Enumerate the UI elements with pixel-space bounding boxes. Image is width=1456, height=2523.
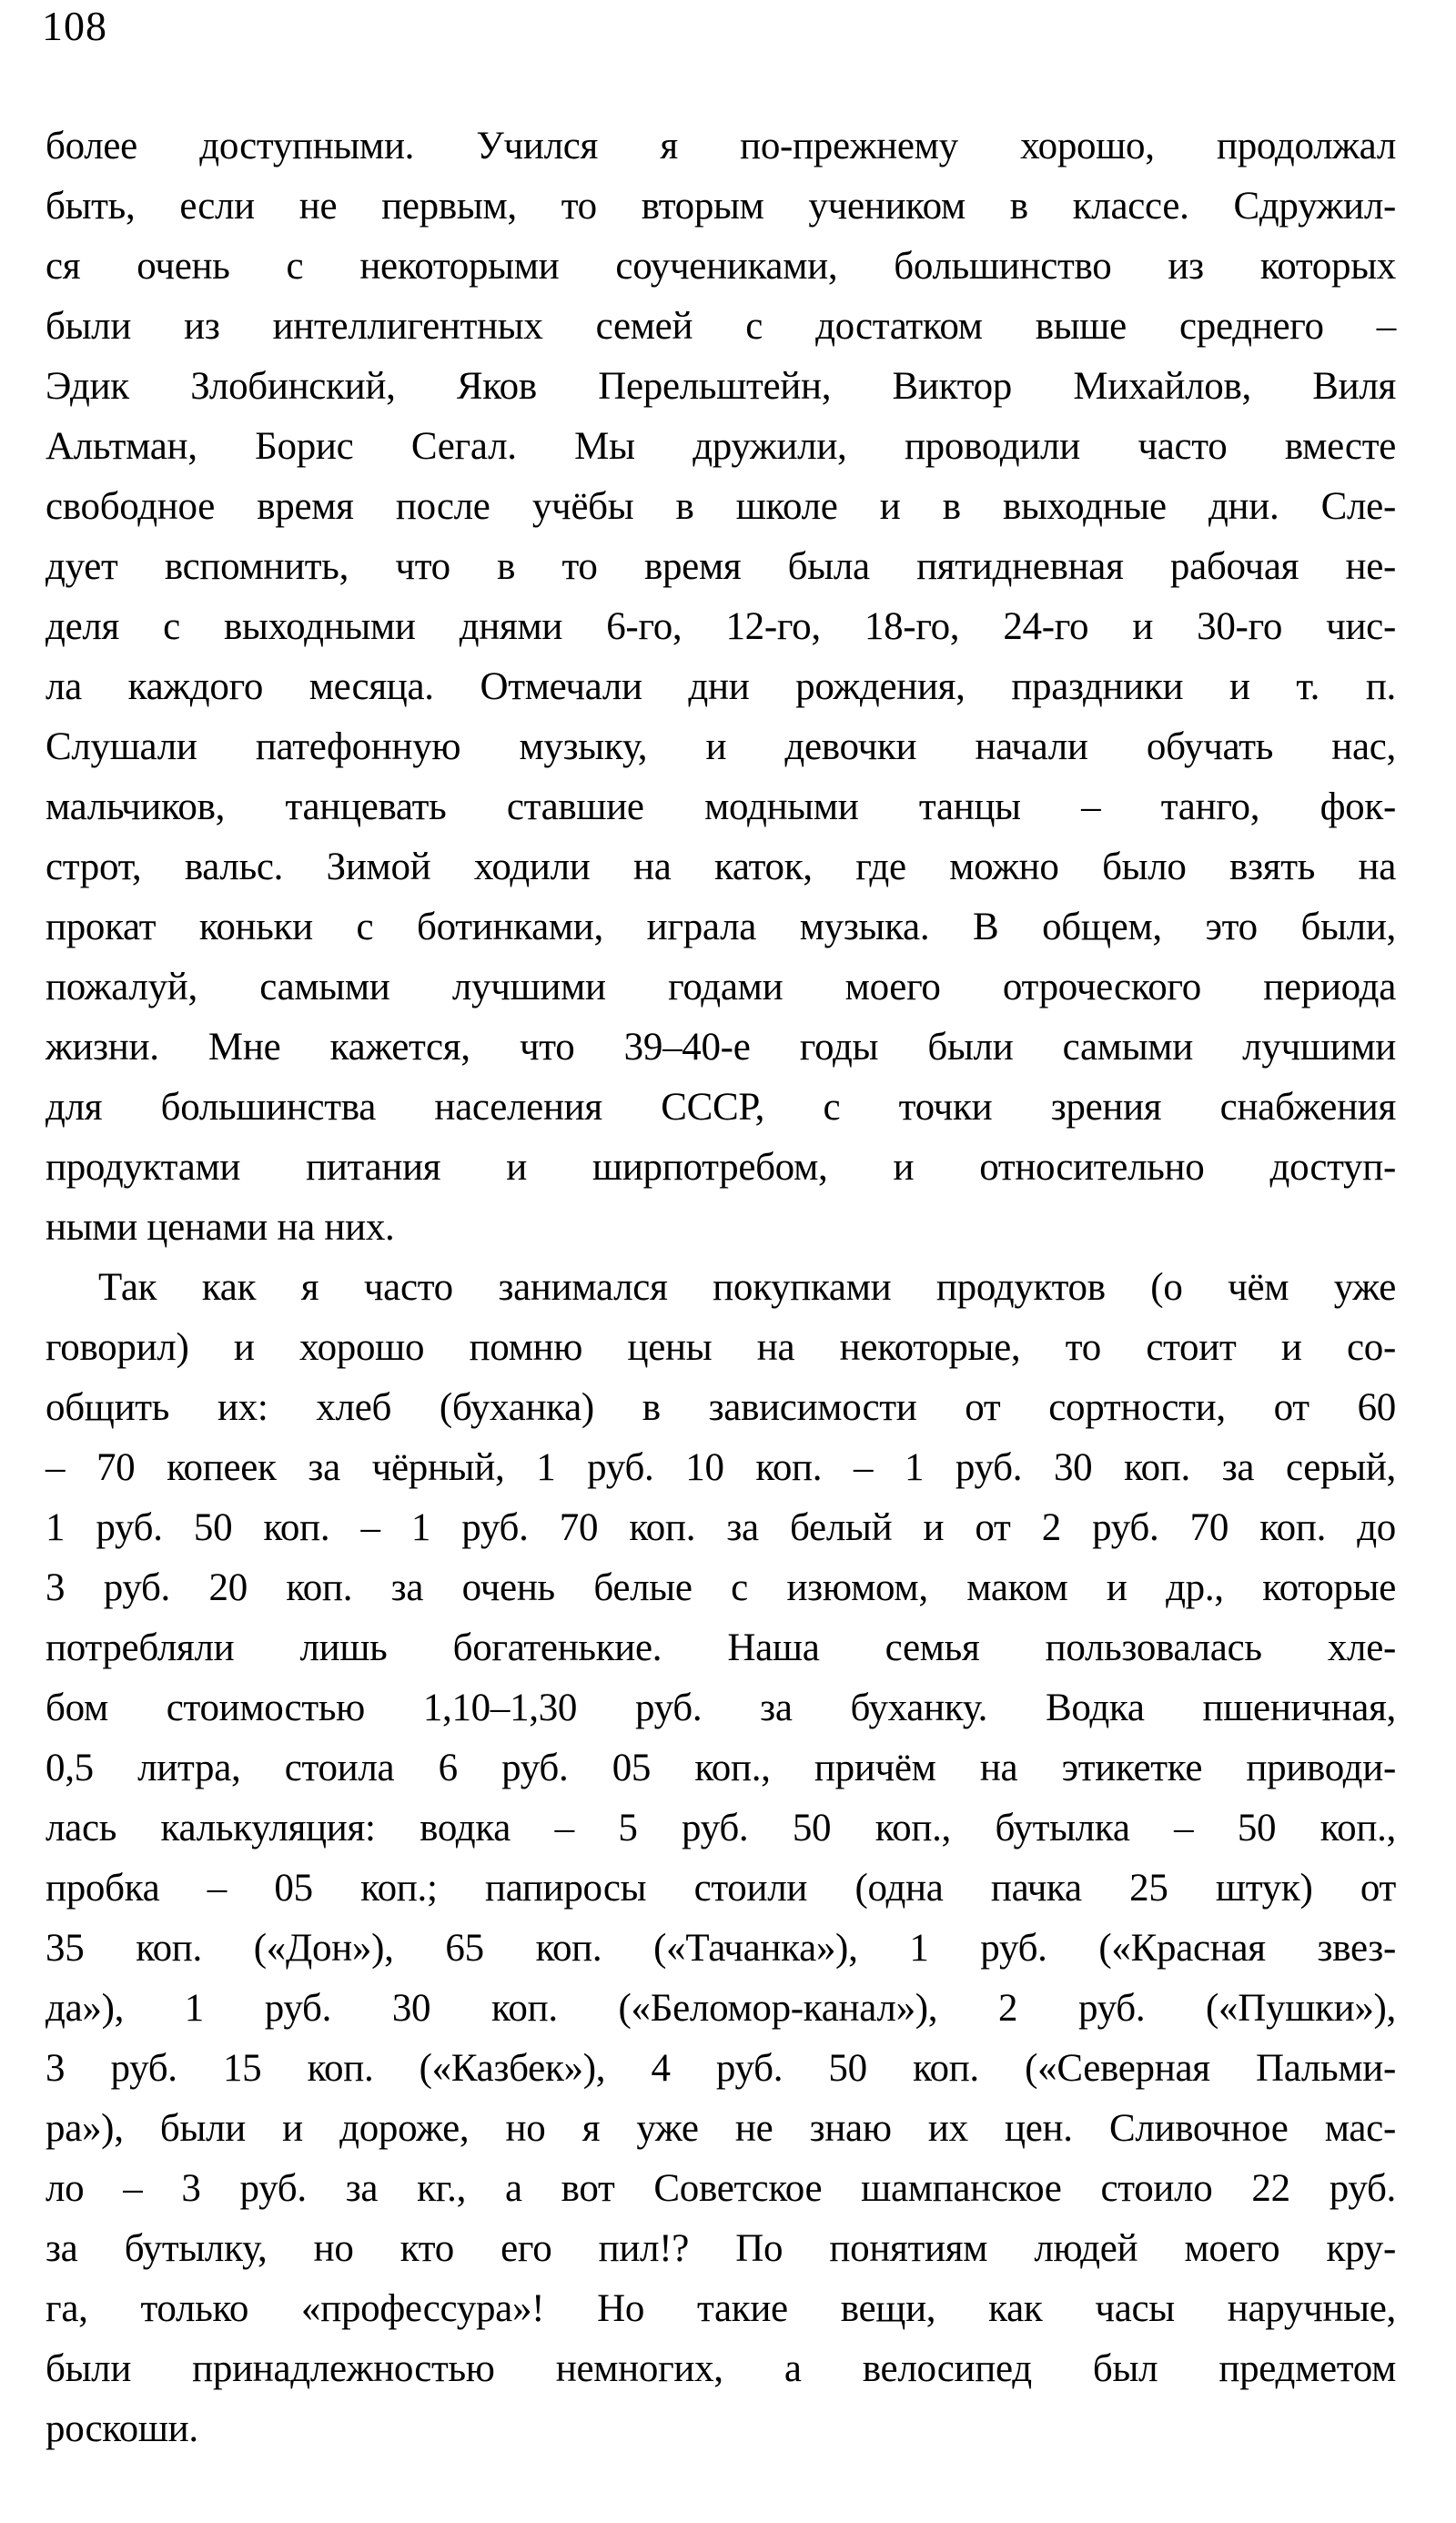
text-line: ла каждого месяца. Отмечали дни рождения, праздники и т. п.	[46, 665, 1396, 708]
text-line: за бутылку, но кто его пил!? По понятиям людей моего кру-	[46, 2227, 1396, 2270]
text-line: общить их: хлеб (буханка) в зависимости от сортности, от 60	[46, 1386, 1396, 1429]
text-line: ными ценами на них.	[46, 1206, 395, 1249]
text-line: Альтман, Борис Сегал. Мы дружили, проводили часто вместе	[46, 425, 1396, 468]
text-line: ся очень с некоторыми соучениками, большинство из которых	[46, 245, 1396, 288]
text-line: строт, вальс. Зимой ходили на каток, где можно было взять на	[46, 846, 1396, 888]
text-line: Эдик Злобинский, Яков Перельштейн, Виктор Михайлов, Виля	[46, 365, 1396, 408]
text-line: прокат коньки с ботинками, играла музыка. В общем, это были,	[46, 906, 1396, 948]
text-line: 35 коп. («Дон»), 65 коп. («Тачанка»), 1 руб. («Красная звез-	[46, 1927, 1396, 1970]
text-line: были принадлежностью немногих, а велосипед был предметом	[46, 2347, 1396, 2390]
text-line: га, только «профессура»! Но такие вещи, как часы наручные,	[46, 2287, 1396, 2330]
text-line: свободное время после учёбы в школе и в выходные дни. Сле-	[46, 485, 1396, 528]
text-line: потребляли лишь богатенькие. Наша семья пользовалась хле-	[46, 1626, 1396, 1669]
text-line: пожалуй, самыми лучшими годами моего отроческого периода	[46, 966, 1396, 1008]
text-line: жизни. Мне кажется, что 39–40-е годы были самыми лучшими	[46, 1026, 1396, 1069]
text-line: роскоши.	[46, 2407, 198, 2450]
text-line: дует вспомнить, что в то время была пятидневная рабочая не-	[46, 545, 1396, 588]
text-line: 3 руб. 15 коп. («Казбек»), 4 руб. 50 коп. («Северная Пальми-	[46, 2047, 1396, 2090]
text-line: да»), 1 руб. 30 коп. («Беломор-канал»), 2 руб. («Пушки»),	[46, 1987, 1396, 2030]
text-line: деля с выходными днями 6-го, 12-го, 18-го, 24-го и 30-го чис-	[46, 605, 1396, 648]
text-line: Слушали патефонную музыку, и девочки начали обучать нас,	[46, 725, 1396, 768]
page-number: 108	[42, 3, 107, 49]
text-line: быть, если не первым, то вторым учеником в классе. Сдружил-	[46, 185, 1396, 228]
text-line: Так как я часто занимался покупками продуктов (о чём уже	[98, 1266, 1396, 1309]
text-line: пробка – 05 коп.; папиросы стоили (одна пачка 25 штук) от	[46, 1867, 1396, 1910]
text-line: мальчиков, танцевать ставшие модными танцы – танго, фок-	[46, 785, 1396, 828]
text-line: 3 руб. 20 коп. за очень белые с изюмом, маком и др., которые	[46, 1566, 1396, 1609]
page-text	[46, 117, 1396, 2459]
text-line: для большинства населения СССР, с точки зрения снабжения	[46, 1086, 1396, 1129]
text-line: ра»), были и дороже, но я уже не знаю их цен. Сливочное мас-	[46, 2107, 1396, 2150]
text-line: 1 руб. 50 коп. – 1 руб. 70 коп. за белый и от 2 руб. 70 коп. до	[46, 1506, 1396, 1549]
text-line: бом стоимостью 1,10–1,30 руб. за буханку. Водка пшеничная,	[46, 1687, 1396, 1729]
text-line: лась калькуляция: водка – 5 руб. 50 коп., бутылка – 50 коп.,	[46, 1807, 1396, 1849]
text-line: продуктами питания и ширпотребом, и относительно доступ-	[46, 1146, 1396, 1189]
text-line: более доступными. Учился я по-прежнему хорошо, продолжал	[46, 125, 1396, 167]
text-line: были из интеллигентных семей с достатком выше среднего –	[46, 305, 1396, 348]
text-line: говорил) и хорошо помню цены на некоторые, то стоит и со-	[46, 1326, 1396, 1369]
text-line: 0,5 литра, стоила 6 руб. 05 коп., причём на этикетке приводи-	[46, 1747, 1396, 1789]
text-line: – 70 копеек за чёрный, 1 руб. 10 коп. – 1 руб. 30 коп. за серый,	[46, 1446, 1396, 1489]
text-line: ло – 3 руб. за кг., а вот Советское шампанское стоило 22 руб.	[46, 2167, 1396, 2210]
